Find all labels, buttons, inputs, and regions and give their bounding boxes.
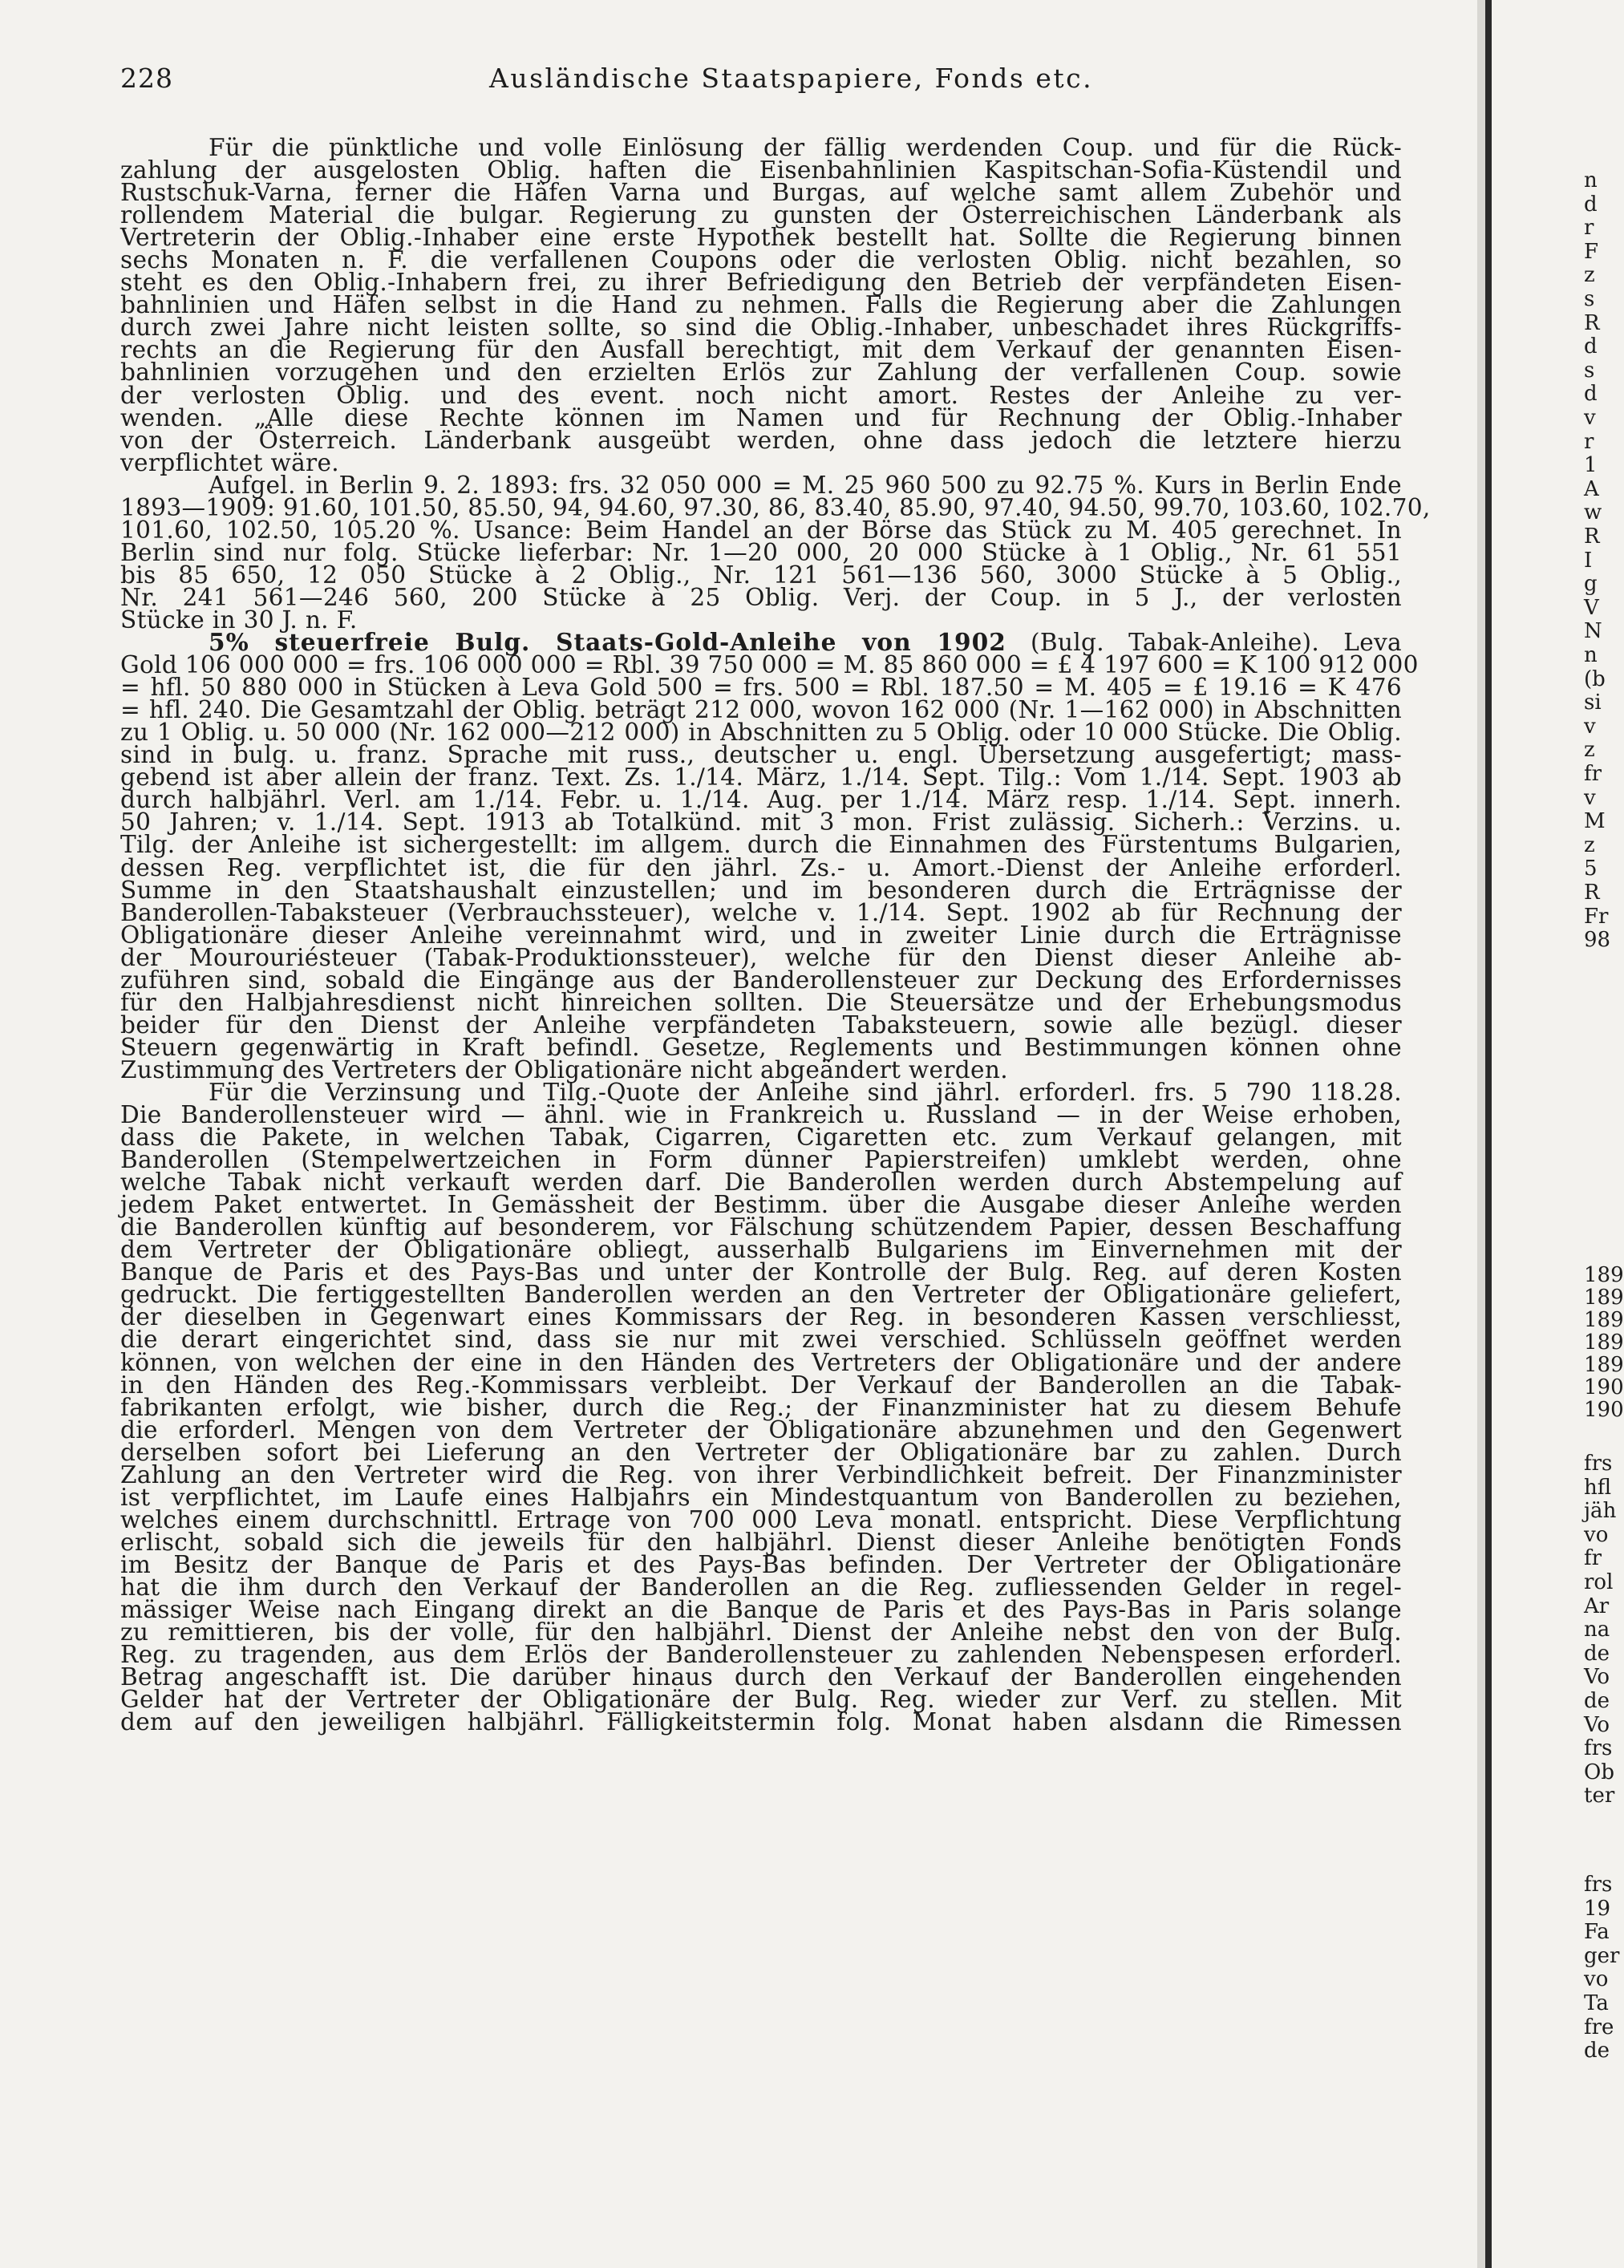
text-line: mässiger Weise nach Eingang direkt an die Banque de Paris et des Pays-Bas in Paris solange (120, 1596, 1402, 1624)
adjacent-column-fragment: v (1584, 714, 1596, 739)
adjacent-column-fragment: 189 (1584, 1263, 1624, 1287)
text-line: dem Vertreter der Obligationäre obliegt, ausserhalb Bulgariens im Einvernehmen mit der (120, 1236, 1402, 1264)
text-line: 50 Jahren; v. 1./14. Sept. 1913 ab Totalkünd. mit 3 mon. Frist zulässig. Sicherh.: Verzins. u. (120, 808, 1402, 836)
adjacent-column-fragment: 190 (1584, 1398, 1624, 1422)
text-line: Banderollen (Stempelwertzeichen in Form dünner Papierstreifen) umklebt werden, ohne (120, 1146, 1402, 1174)
text-line: welche Tabak nicht verkauft werden darf. Die Banderollen werden durch Abstempelung auf (120, 1168, 1402, 1197)
text-line: der Mourouriésteuer (Tabak-Produktionssteuer), welche für den Dienst dieser Anleihe ab- (120, 943, 1402, 971)
adjacent-column-fragment: hfl (1584, 1475, 1612, 1500)
text-line: zu 1 Oblig. u. 50 000 (Nr. 162 000—212 000) in Abschnitten zu 5 Oblig. oder 10 000 Stücke. Die Oblig. (120, 719, 1402, 747)
text-line: gebend ist aber allein der franz. Text. Zs. 1./14. März, 1./14. Sept. Tilg.: Vom 1./14. Sept. 1903 ab (120, 763, 1402, 792)
adjacent-column-fragment: ger (1584, 1943, 1620, 1968)
adjacent-column-fragment: 189 (1584, 1353, 1624, 1377)
adjacent-column-fragment: v (1584, 785, 1596, 810)
text-line: Für die pünktliche und volle Einlösung der fällig werdenden Coup. und für die Rück- (209, 134, 1402, 161)
running-title: Ausländische Staatspapiere, Fonds etc. (489, 63, 1094, 94)
text-line: Vertreterin der Oblig.-Inhaber eine erste Hypothek bestellt hat. Sollte die Regierung binnen (120, 224, 1402, 252)
adjacent-column-fragment: 189 (1584, 1286, 1624, 1310)
text-line: rollendem Material die bulgar. Regierung zu gunsten der Österreichischen Länderbank als (120, 201, 1402, 229)
adjacent-column-fragment: 1 (1584, 453, 1598, 478)
adjacent-column-fragment: de (1584, 1689, 1610, 1713)
adjacent-column-fragment: A (1584, 476, 1599, 501)
text-line: Berlin sind nur folg. Stücke lieferbar: Nr. 1—20 000, 20 000 Stücke à 1 Oblig., Nr. 61 551 (120, 538, 1402, 566)
text-line: der verlosten Oblig. und des event. noch nicht amort. Restes der Anleihe zu ver- (120, 381, 1402, 409)
adjacent-column-fragment: ter (1584, 1784, 1615, 1808)
text-line: im Besitz der Banque de Paris et des Pays-Bas befinden. Der Vertreter der Obligationäre (120, 1550, 1402, 1578)
adjacent-column-fragment: na (1584, 1618, 1610, 1642)
text-line: können, von welchen der eine in den Händen des Vertreters der Obligationäre und der andere (120, 1348, 1402, 1376)
text-line: fabrikanten erfolgt, wie bisher, durch die Reg.; der Finanzminister hat zu diesem Behufe (120, 1393, 1402, 1421)
adjacent-column-fragment: 98 (1584, 928, 1611, 953)
adjacent-column-fragment: w (1584, 500, 1602, 525)
adjacent-column-fragment: Ar (1584, 1594, 1610, 1618)
text-line: Summe in den Staatshaushalt einzustellen; und im besonderen durch die Erträgnisse der (120, 876, 1402, 904)
main-text-column (120, 134, 1431, 1736)
page-number: 228 (120, 63, 173, 94)
adjacent-column-fragment: de (1584, 2039, 1610, 2063)
adjacent-column-fragment: s (1584, 358, 1595, 383)
text-line: ist verpflichtet, im Laufe eines Halbjahrs ein Mindestquantum von Banderollen zu beziehen, (120, 1483, 1402, 1511)
text-line: zahlung der ausgelosten Oblig. haften die Eisenbahnlinien Kaspitschan-Sofia-Küstendil und (120, 156, 1402, 184)
text-line: Rustschuk-Varna, ferner die Häfen Varna und Burgas, auf welche samt allem Zubehör und (120, 179, 1402, 207)
adjacent-column-fragment: R (1584, 881, 1600, 905)
adjacent-column-fragment: fr (1584, 1546, 1602, 1571)
text-fragment: (Bulg. Tabak-Anleihe). Leva (1030, 629, 1402, 657)
adjacent-column-fragment: r (1584, 216, 1594, 241)
adjacent-column-fragment: Vo (1584, 1665, 1610, 1690)
adjacent-column-fragment: I (1584, 548, 1593, 573)
text-line: dem auf den jeweiligen halbjährl. Fälligkeitstermin folg. Monat haben alsdann die Rimessen (120, 1708, 1402, 1736)
text-line: verpflichtet wäre. (120, 448, 339, 476)
adjacent-column-fragment: N (1584, 619, 1602, 644)
text-line: Stücke in 30 J. n. F. (120, 605, 358, 634)
text-line: von der Österreich. Länderbank ausgeübt werden, ohne dass jedoch die letztere hierzu (120, 426, 1402, 454)
adjacent-column-fragment: z (1584, 738, 1595, 763)
text-line: jedem Paket entwertet. In Gemässheit der Bestimm. über die Ausgabe dieser Anleihe werden (120, 1191, 1402, 1219)
adjacent-column-fragment: 190 (1584, 1375, 1624, 1399)
adjacent-column-fragment: 189 (1584, 1308, 1624, 1332)
adjacent-column-fragment: Ta (1584, 1991, 1609, 2015)
section-heading-line (120, 628, 1402, 657)
text-line: rechts an die Regierung für den Ausfall berechtigt, mit dem Verkauf der genannten Eisen- (120, 336, 1402, 364)
text-line: durch zwei Jahre nicht leisten sollte, so sind die Oblig.-Inhaber, unbeschadet ihres Rückgriffs- (120, 314, 1402, 342)
text-line: Zahlung an den Vertreter wird die Reg. von ihrer Verbindlichkeit befreit. Der Finanzminister (120, 1460, 1402, 1488)
text-line: Zustimmung des Vertreters der Obligationäre nicht abgeändert werden. (120, 1055, 1008, 1083)
adjacent-column-fragment: fre (1584, 2015, 1614, 2039)
adjacent-column-fragment: v (1584, 406, 1596, 430)
text-line: Reg. zu tragenden, aus dem Erlös der Banderollensteuer zu zahlenden Nebenspesen erforderl. (120, 1641, 1402, 1669)
text-line: Aufgel. in Berlin 9. 2. 1893: frs. 32 050 000 = M. 25 960 500 zu 92.75 %. Kurs in Berlin Ende (209, 471, 1402, 499)
text-line: welches einem durchschnittl. Ertrage von 700 000 Leva monatl. entspricht. Diese Verpflichtung (120, 1505, 1402, 1533)
adjacent-column-fragment: M (1584, 809, 1606, 834)
text-line: = hfl. 240. Die Gesamtzahl der Oblig. beträgt 212 000, wovon 162 000 (Nr. 1—162 000) in Abschnitten (120, 696, 1402, 724)
text-line: erlischt, sobald sich die jeweils für den halbjährl. Dienst dieser Anleihe benötigten Fonds (120, 1528, 1402, 1556)
text-line: zu remittieren, bis der volle, für den halbjährl. Dienst der Anleihe nebst den von der Bulg. (120, 1618, 1402, 1646)
page-header (120, 63, 1403, 103)
text-line: Gelder hat der Vertreter der Obligationäre der Bulg. Reg. wieder zur Verf. zu stellen. Mit (120, 1686, 1402, 1714)
text-line: dessen Reg. verpflichtet ist, die für den jährl. Zs.- u. Amort.-Dienst der Anleihe erforderl. (120, 853, 1402, 881)
adjacent-column-fragment: vo (1584, 1967, 1609, 1992)
text-line: bahnlinien und Häfen selbst in die Hand zu nehmen. Falls die Regierung aber die Zahlungen (120, 291, 1402, 319)
adjacent-column-fragment: 5 (1584, 857, 1598, 881)
text-line: hat die ihm durch den Verkauf der Banderollen an die Reg. zufliessenden Gelder in regel- (120, 1573, 1402, 1601)
adjacent-column-fragment: jäh (1584, 1499, 1617, 1524)
text-line: zuführen sind, sobald die Eingänge aus der Banderollensteuer zur Deckung des Erfordernisses (120, 966, 1402, 994)
adjacent-column-fragment: Ob (1584, 1760, 1614, 1784)
adjacent-page-column (1584, 0, 1624, 2268)
adjacent-column-fragment: z (1584, 263, 1595, 288)
adjacent-column-fragment: de (1584, 1641, 1610, 1666)
text-line: steht es den Oblig.-Inhabern frei, zu ihrer Befriedigung den Betrieb der verpfändeten Eisen- (120, 269, 1402, 297)
adjacent-column-fragment: Vo (1584, 1712, 1610, 1737)
text-line: derselben sofort bei Lieferung an den Vertreter der Obligationäre bar zu zahlen. Durch (120, 1438, 1402, 1466)
text-line: Die Banderollensteuer wird — ähnl. wie in Frankreich u. Russland — in der Weise erhoben, (120, 1101, 1402, 1129)
text-line: Nr. 241 561—246 560, 200 Stücke à 25 Oblig. Verj. der Coup. in 5 J., der verlosten (120, 583, 1402, 611)
text-line: bis 85 650, 12 050 Stücke à 2 Oblig., Nr. 121 561—136 560, 3000 Stücke à 5 Oblig., (120, 561, 1402, 589)
text-line: beider für den Dienst der Anleihe verpfändeten Tabaksteuern, sowie alle bezügl. dieser (120, 1010, 1402, 1039)
adjacent-column-fragment: 189 (1584, 1330, 1624, 1355)
text-line: sechs Monaten n. F. die verfallenen Coupons oder die verlosten Oblig. nicht bezahlen, so (120, 246, 1402, 274)
adjacent-column-fragment: si (1584, 691, 1602, 715)
adjacent-column-fragment: d (1584, 192, 1598, 217)
adjacent-column-fragment: rol (1584, 1570, 1614, 1594)
text-line: 101.60, 102.50, 105.20 %. Usance: Beim Handel an der Börse das Stück zu M. 405 gerechnet. In (120, 516, 1402, 544)
text-line: für den Halbjahresdienst nicht hinreichen sollten. Die Steuersätze und der Erhebungsmodus (120, 988, 1402, 1016)
text-line: durch halbjährl. Verl. am 1./14. Febr. u. 1./14. Aug. per 1./14. März resp. 1./14. Sept. innerh. (120, 786, 1402, 814)
adjacent-column-fragment: Fr (1584, 904, 1609, 929)
adjacent-column-fragment: vo (1584, 1522, 1609, 1547)
adjacent-column-fragment: d (1584, 382, 1598, 407)
adjacent-column-fragment: R (1584, 310, 1600, 335)
text-line: sind in bulg. u. franz. Sprache mit russ., deutscher u. engl. Übersetzung ausgefertigt; mass- (120, 741, 1402, 769)
adjacent-column-fragment: Fa (1584, 1920, 1610, 1945)
text-line: Tilg. der Anleihe ist sichergestellt: im allgem. durch die Einnahmen des Fürstentums Bulgarien, (120, 831, 1402, 859)
adjacent-column-fragment: frs (1584, 1736, 1613, 1761)
text-line: 1893—1909: 91.60, 101.50, 85.50, 94, 94.60, 97.30, 86, 83.40, 85.90, 97.40, 94.50, 99.70, 103.60, 102.70, (120, 493, 1431, 521)
text-line: bahnlinien vorzugehen und den erzielten Erlös zur Zahlung der verfallenen Coup. sowie (120, 358, 1402, 387)
text-line: Steuern gegenwärtig in Kraft befindl. Gesetze, Reglements und Bestimmungen können ohne (120, 1033, 1402, 1061)
adjacent-column-fragment: n (1584, 168, 1598, 192)
text-line: in den Händen des Reg.-Kommissars verbleibt. Der Verkauf der Banderollen an die Tabak- (120, 1371, 1402, 1399)
text-line: die Banderollen künftig auf besonderem, vor Fälschung schützendem Papier, dessen Beschaffung (120, 1213, 1402, 1241)
text-line: die erforderl. Mengen von dem Vertreter der Obligationäre abzunehmen und den Gegenwert (120, 1415, 1402, 1444)
text-line: dass die Pakete, in welchen Tabak, Cigarren, Cigaretten etc. zum Verkauf gelangen, mit (120, 1124, 1402, 1152)
page-gutter-shadow (1477, 0, 1485, 2268)
text-line: Gold 106 000 000 = frs. 106 000 000 = Rbl. 39 750 000 = M. 85 860 000 = £ 4 197 600 = K 100 912 000 (120, 651, 1419, 679)
adjacent-column-fragment: d (1584, 334, 1598, 359)
adjacent-column-fragment: z (1584, 832, 1595, 857)
text-line: Banderollen-Tabaksteuer (Verbrauchssteuer), welche v. 1./14. Sept. 1902 ab für Rechnung der (120, 898, 1402, 926)
text-line: gedruckt. Die fertiggestellten Banderollen werden an den Vertreter der Obligationäre geliefert, (120, 1281, 1402, 1309)
text-line: Betrag angeschafft ist. Die darüber hinaus durch den Verkauf der Banderollen eingehenden (120, 1663, 1402, 1691)
adjacent-column-fragment: (b (1584, 666, 1606, 691)
adjacent-column-fragment: F (1584, 239, 1599, 264)
text-line: Für die Verzinsung und Tilg.-Quote der Anleihe sind jährl. erforderl. frs. 5 790 118.28. (209, 1078, 1402, 1106)
adjacent-column-fragment: fr (1584, 762, 1602, 786)
text-line: Obligationäre dieser Anleihe vereinnahmt wird, und in zweiter Linie durch die Erträgnisse (120, 921, 1402, 949)
adjacent-column-fragment: 19 (1584, 1896, 1611, 1921)
adjacent-column-fragment: g (1584, 572, 1598, 597)
adjacent-column-fragment: s (1584, 287, 1595, 311)
page-gutter-divider (1485, 0, 1492, 2268)
adjacent-column-fragment: frs (1584, 1452, 1613, 1476)
adjacent-column-fragment: n (1584, 643, 1598, 667)
adjacent-column-fragment: r (1584, 429, 1594, 454)
adjacent-column-fragment: frs (1584, 1873, 1613, 1897)
text-line: wenden. „Alle diese Rechte können im Namen und für Rechnung der Oblig.-Inhaber (120, 403, 1402, 431)
text-line: = hfl. 50 880 000 in Stücken à Leva Gold 500 = frs. 500 = Rbl. 187.50 = M. 405 = £ 19.16 = K 476 (120, 674, 1402, 702)
adjacent-column-fragment: V (1584, 595, 1599, 620)
text-line: die derart eingerichtet sind, dass sie nur mit zwei verschied. Schlüsseln geöffnet werden (120, 1326, 1402, 1354)
adjacent-column-fragment: R (1584, 524, 1600, 549)
text-line: Banque de Paris et des Pays-Bas und unter der Kontrolle der Bulg. Reg. auf deren Kosten (120, 1258, 1402, 1286)
section-heading: 5% steuerfreie Bulg. Staats-Gold-Anleihe von 1902 (209, 628, 1006, 657)
text-line: der dieselben in Gegenwart eines Kommissars der Reg. in besonderen Kassen verschliesst, (120, 1303, 1402, 1331)
